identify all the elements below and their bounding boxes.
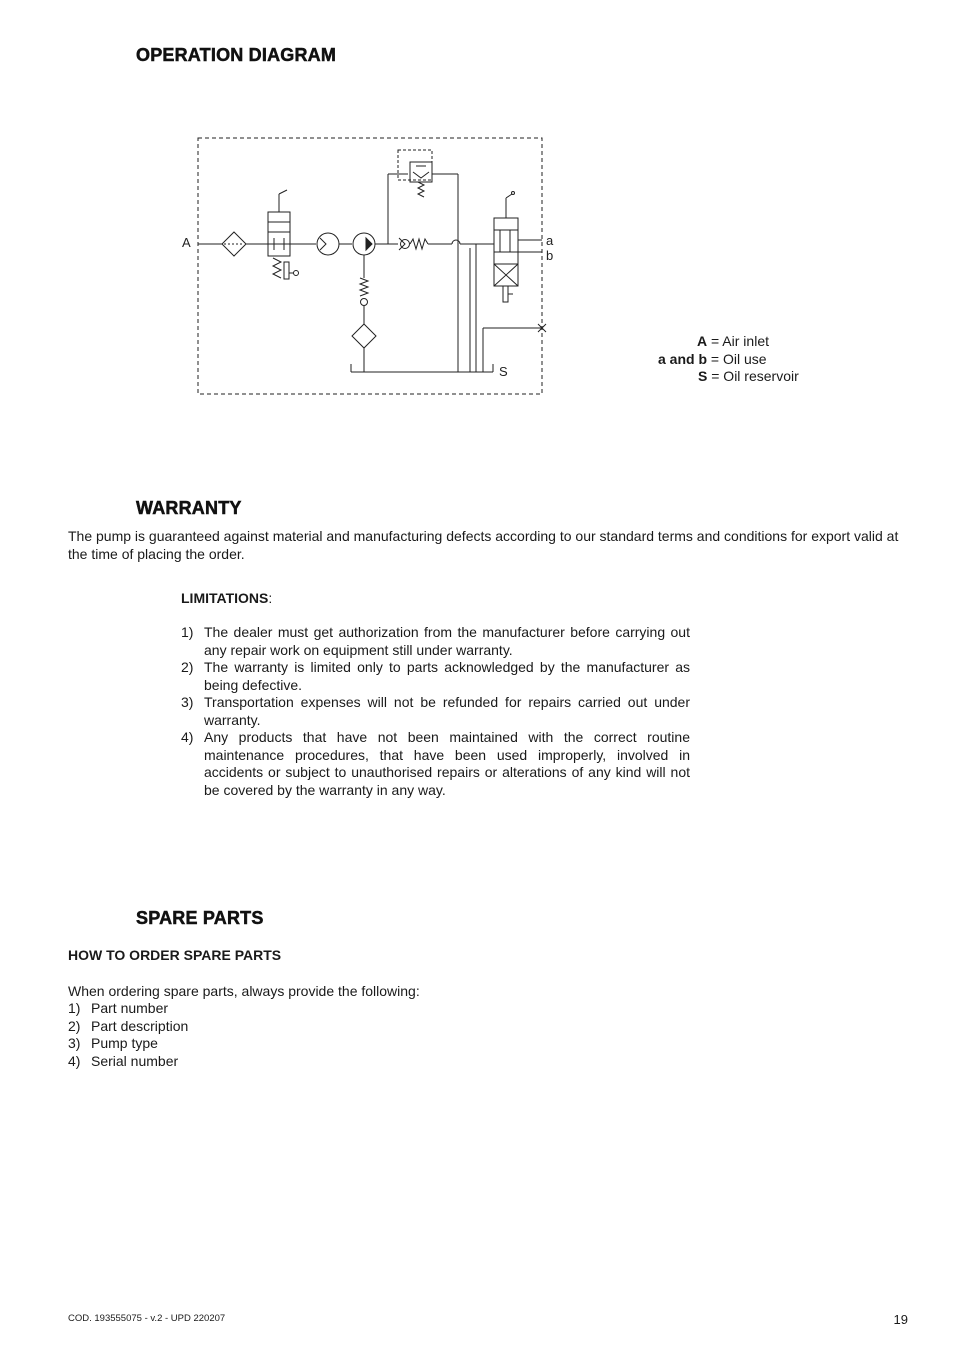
- legend-key: A: [697, 333, 708, 349]
- list-item-number: 3): [68, 1035, 81, 1051]
- list-item-number: 4): [68, 1052, 81, 1069]
- legend-value: = Oil use: [707, 350, 767, 367]
- air-motor-symbol: [317, 233, 339, 255]
- air-filter-symbol: [222, 232, 246, 256]
- spare-parts-title: SPARE PARTS: [136, 908, 264, 928]
- legend-row-air-inlet: [697, 333, 769, 351]
- list-item-text: Any products that have not been maintained with the correct routine maintenance procedures, that have been used improperly, involved in accidents or subject to unauthorised repairs or alterations of any kind will not be covered by the warranty in any way.: [204, 729, 690, 798]
- hydraulic-schematic: [170, 128, 570, 403]
- legend-row-oil-reservoir: [698, 368, 799, 386]
- list-item-text: Transportation expenses will not be refunded for repairs carried out under warranty.: [204, 694, 690, 728]
- list-item-number: 2): [181, 659, 194, 675]
- list-item: [68, 1053, 188, 1071]
- label-s-reservoir: S: [499, 364, 508, 379]
- warranty-title: WARRANTY: [136, 498, 242, 518]
- list-item: [181, 624, 690, 659]
- label-a-inlet: A: [182, 235, 191, 250]
- warranty-intro: The pump is guaranteed against material and manufacturing defects according to our standard terms and conditions for export valid at the time of placing the order.: [68, 528, 899, 562]
- spare-parts-intro: When ordering spare parts, always provide the following:: [68, 983, 420, 999]
- legend-key: S: [698, 368, 708, 384]
- legend-value: = Air inlet: [707, 333, 769, 349]
- list-item: [181, 729, 690, 799]
- list-item-text: The dealer must get authorization from the manufacturer before carrying out any repair work on equipment still under warranty.: [204, 624, 690, 658]
- document-code: COD. 193555075 - v.2 - UPD 220207: [68, 1313, 226, 1324]
- legend-value: = Oil reservoir: [707, 368, 799, 384]
- list-item-number: 2): [68, 1017, 81, 1034]
- list-item-text: Part number: [91, 1000, 169, 1016]
- check-valve-symbol: [399, 238, 428, 250]
- spare-parts-list: [68, 1000, 188, 1070]
- page-number: 19: [893, 1312, 908, 1327]
- list-item-text: The warranty is limited only to parts acknowledged by the manufacturer as being defective.: [204, 659, 690, 693]
- list-item-number: 3): [181, 694, 194, 710]
- limitations-colon: :: [268, 590, 273, 606]
- legend-key: a and b: [658, 350, 708, 367]
- hydraulic-pump-symbol: [353, 233, 375, 255]
- list-item-text: Serial number: [91, 1052, 179, 1069]
- diagram-boundary: [198, 138, 542, 394]
- label-a-oil-use: a: [546, 233, 554, 248]
- limitations-list: [181, 624, 690, 799]
- list-item-text: Part description: [91, 1017, 189, 1034]
- diagram-legend: [640, 333, 802, 389]
- oil-filter-symbol: [352, 324, 376, 348]
- legend-row-oil-use: [658, 351, 767, 369]
- limitations-label: LIMITATIONS: [181, 590, 269, 606]
- list-item-number: 1): [181, 624, 194, 640]
- list-item: [68, 1035, 188, 1053]
- list-item-number: 1): [68, 1000, 81, 1016]
- list-item: [181, 694, 690, 729]
- label-b-oil-use: b: [546, 248, 554, 263]
- spare-parts-subtitle: HOW TO ORDER SPARE PARTS: [68, 947, 282, 963]
- air-valve-symbol: [268, 190, 299, 279]
- directional-valve-symbol: [494, 192, 518, 303]
- list-item-text: Pump type: [91, 1035, 158, 1051]
- limitations-heading: [181, 589, 272, 607]
- list-item: [68, 1018, 188, 1036]
- list-item: [181, 659, 690, 694]
- list-item-number: 4): [181, 729, 194, 745]
- operation-diagram-title: OPERATION DIAGRAM: [136, 45, 337, 65]
- list-item: [68, 1000, 188, 1018]
